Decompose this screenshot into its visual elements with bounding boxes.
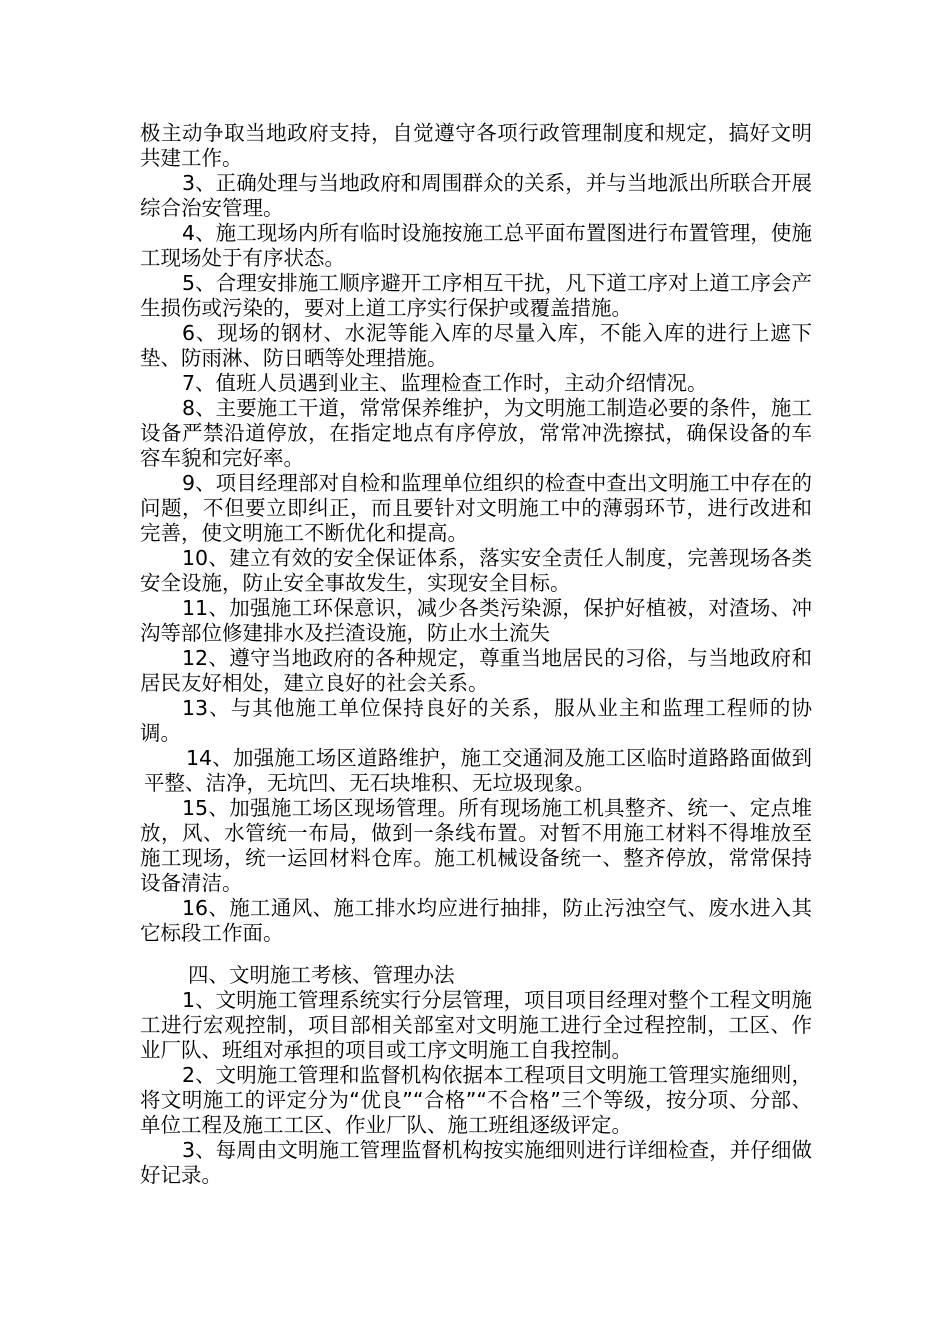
- paragraph-item-14: 14、加强施工场区道路维护，施工交通洞及施工区临时道路路面做到平整、洁净，无坑凹、无石块堆积、无垃圾现象。: [144, 746, 812, 795]
- paragraph-item-13: 13、与其他施工单位保持良好的关系，服从业主和监理工程师的协调。: [140, 696, 812, 745]
- paragraph-item-5: 5、合理安排施工顺序避开工序相互干扰，凡下道工序对上道工序会产生损伤或污染的，要对上道工序实行保护或覆盖措施。: [140, 271, 812, 320]
- paragraph-item-16: 16、施工通风、施工排水均应进行抽排，防止污浊空气、废水进入其它标段工作面。: [140, 896, 812, 945]
- section-paragraph-3: 3、每周由文明施工管理监督机构按实施细则进行详细检查，并仔细做好记录。: [140, 1138, 812, 1187]
- section-paragraph-1: 1、文明施工管理系统实行分层管理，项目项目经理对整个工程文明施工进行宏观控制，项目部相关部室对文明施工进行全过程控制，工区、作业厂队、班组对承担的项目或工序文明施工自我控制。: [140, 988, 812, 1062]
- paragraph-item-11: 11、加强施工环保意识，减少各类污染源，保护好植被，对渣场、冲沟等部位修建排水及拦渣设施，防止水土流失: [140, 596, 812, 645]
- paragraph-item-3: 3、正确处理与当地政府和周围群众的关系，并与当地派出所联合开展综合治安管理。: [140, 171, 812, 220]
- section-paragraph-2: 2、文明施工管理和监督机构依据本工程项目文明施工管理实施细则，将文明施工的评定分为“优良”“合格”“不合格”三个等级，按分项、分部、单位工程及施工工区、作业厂队、施工班组逐级评定。: [140, 1063, 812, 1137]
- paragraph-item-10: 10、建立有效的安全保证体系，落实安全责任人制度，完善现场各类安全设施，防止安全事故发生，实现安全目标。: [140, 546, 812, 595]
- paragraph-item-12: 12、遵守当地政府的各种规定，尊重当地居民的习俗，与当地政府和居民友好相处，建立良好的社会关系。: [140, 646, 812, 695]
- paragraph-item-15: 15、加强施工场区现场管理。所有现场施工机具整齐、统一、定点堆放，风、水管统一布局，做到一条线布置。对暂不用施工材料不得堆放至施工现场，统一运回材料仓库。施工机械设备统一、整齐停放，常常保持设备清洁。: [140, 796, 812, 895]
- paragraph-continued: 极主动争取当地政府支持，自觉遵守各项行政管理制度和规定，搞好文明共建工作。: [140, 121, 812, 170]
- paragraph-item-9: 9、项目经理部对自检和监理单位组织的检查中查出文明施工中存在的问题，不但要立即纠正，而且要针对文明施工中的薄弱环节，进行改进和完善，使文明施工不断优化和提高。: [140, 471, 812, 545]
- paragraph-item-6: 6、现场的钢材、水泥等能入库的尽量入库，不能入库的进行上遮下垫、防雨淋、防日晒等处理措施。: [140, 321, 812, 370]
- paragraph-item-8: 8、主要施工干道，常常保养维护，为文明施工制造必要的条件，施工设备严禁沿道停放，在指定地点有序停放，常常冲洗擦拭，确保设备的车容车貌和完好率。: [140, 396, 812, 470]
- section-heading: 四、文明施工考核、管理办法: [188, 963, 455, 987]
- paragraph-item-7: 7、值班人员遇到业主、监理检查工作时，主动介绍情况。: [182, 371, 708, 395]
- paragraph-item-4: 4、施工现场内所有临时设施按施工总平面布置图进行布置管理，使施工现场处于有序状态。: [140, 221, 812, 270]
- document-page: [140, 121, 812, 1188]
